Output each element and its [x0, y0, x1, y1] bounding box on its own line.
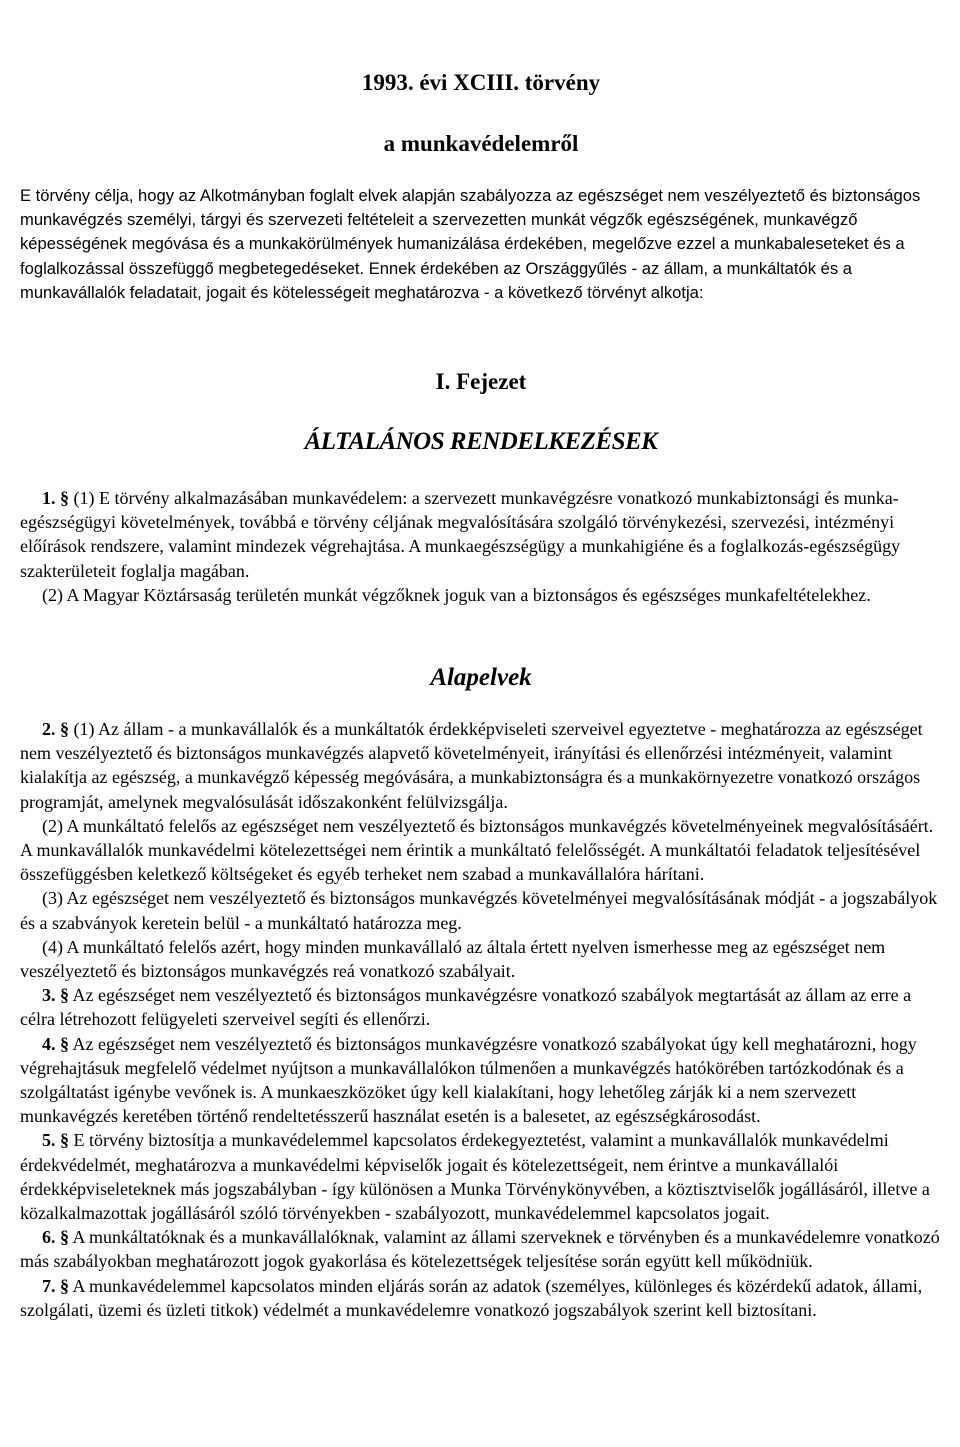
section-6-text: A munkáltatóknak és a munkavállalóknak, valamint az állami szerveknek e törvényben és a munkavédelemre vonatkozó más szabályokban meghatározott jogok gyakorlása és kötelezettségek teljesítése során együtt kell működniük. [20, 1227, 940, 1272]
section-7-number: 7. [42, 1275, 56, 1296]
document-title: 1993. évi XCIII. törvény [361, 70, 601, 95]
section-heading-alapelvek: Alapelvek [430, 664, 532, 691]
sections-body [20, 717, 942, 1322]
section-sign: § [60, 1130, 69, 1151]
chapter-title: ÁLTALÁNOS RENDELKEZÉSEK [304, 428, 658, 455]
section-sign: § [60, 719, 69, 739]
section-2-paragraph-1 [20, 717, 942, 814]
section-1 [20, 486, 942, 607]
section-2-paragraph-3: (3) Az egészséget nem veszélyeztető és biztonságos munkavégzés követelményei megvalósításának módját - a jogszabályok és a szabványok keretein belül - a munkáltató határozza meg. [20, 888, 938, 933]
section-1-text-1: (1) E törvény alkalmazásában munkavédelem: a szervezett munkavégzésre vonatkozó munkabiztonsági és munka-egészségügyi követelmények, továbbá e törvény céljának megvalósítására szolgáló törvénykezési, szervezési, intézményi előírások rendszere, valamint mindezek végrehajtása. A munkaegészségügy a munkahigiéne és a foglalkozás-egészségügy szakterületeit foglalja magában. [20, 488, 901, 581]
section-2-number: 2. [42, 719, 56, 739]
section-6-number: 6. [42, 1227, 56, 1248]
section-7-text: A munkavédelemmel kapcsolatos minden eljárás során az adatok (személyes, különleges és közérdekű adatok, állami, szolgálati, üzemi és üzleti titkok) védelmét a munkavédelemre vonatkozó jogszabályok szerint kell biztosítani. [20, 1275, 923, 1320]
section-5-paragraph [20, 1128, 942, 1225]
section-7-paragraph [20, 1274, 942, 1322]
section-3-number: 3. [42, 985, 56, 1006]
section-2-paragraph-4: (4) A munkáltató felelős azért, hogy minden munkavállaló az általa értett nyelven ismerhesse meg az egészséget nem veszélyeztető és biztonságos munkavégzés reá vonatkozó szabályait. [20, 936, 886, 982]
document-subtitle: a munkavédelemről [383, 131, 579, 156]
section-sign: § [60, 985, 69, 1006]
section-2-paragraph-2: (2) A munkáltató felelős az egészséget nem veszélyeztető és biztonságos munkavégzés követelményeinek megvalósításáért. A munkavállalók munkavédelmi kötelezettségei nem érintik a munkáltató felelősségét. A munkáltatói feladatok teljesítésével összefüggésben keletkező költségeket és egyéb terheket nem szabad a munkavállalóra hárítani. [20, 815, 934, 885]
section-sign: § [60, 1033, 69, 1054]
section-5-number: 5. [42, 1130, 56, 1151]
chapter-number: I. Fejezet [435, 369, 527, 394]
section-2-text-1: (1) Az állam - a munkavállalók és a munkáltatók érdekképviseleti szerveivel egyeztetve - meghatározza az egészséget nem veszélyeztető és biztonságos munkavégzés alapvető követelményeit, irányítási és ellenőrzési intézményeit, valamint kialakítja az egészség, a munkavégző képesség megóvására, a munkabiztonságra és a munkakörnyezetre vonatkozó országos programját, amelynek megvalósulását időszakonként felülvizsgálja. [20, 719, 923, 812]
section-4-text: Az egészséget nem veszélyeztető és biztonságos munkavégzésre vonatkozó szabályokat úgy kell meghatározni, hogy végrehajtásuk megfelelő védelmet nyújtson a munkavállalókon túlmenően a munkavégzés hatókörében tartózkodónak és a szolgáltatást igénybe vevőnek is. A munkaeszközöket úgy kell kialakítani, hogy lehetőleg zárják ki a nem szervezett munkavégzés keretében történő rendeltetésszerű használat esetén is a balesetet, az egészségkárosodást. [20, 1033, 917, 1127]
section-4-number: 4. [42, 1033, 56, 1054]
section-1-paragraph-2: (2) A Magyar Köztársaság területén munkát végzőknek joguk van a biztonságos és egészséges munkafeltételekhez. [42, 584, 871, 605]
section-sign: § [60, 1227, 69, 1248]
section-3-text: Az egészséget nem veszélyeztető és biztonságos munkavégzésre vonatkozó szabályok megtartását az állam az erre a célra létrehozott felügyeleti szerveivel segíti és ellenőrzi. [20, 985, 912, 1030]
section-sign: § [60, 1275, 69, 1296]
section-3-paragraph [20, 983, 942, 1031]
section-6-paragraph [20, 1225, 942, 1273]
section-sign: § [60, 488, 69, 508]
section-4-paragraph [20, 1032, 942, 1129]
section-1-paragraph-1 [20, 486, 942, 583]
preamble-paragraph: E törvény célja, hogy az Alkotmányban foglalt elvek alapján szabályozza az egészséget nem veszélyeztető és biztonságos munkavégzés személyi, tárgyi és szervezeti feltételeit a szervezetten munkát végzők egészségének, munkavégző képességének megóvása és a munkakörülmények humanizálása érdekében, megelőzve ezzel a munkabaleseteket és a foglalkozással összefüggő megbetegedéseket. Ennek érdekében az Országgyűlés - az állam, a munkáltatók és a munkavállalók feladatait, jogait és kötelességeit meghatározva - a következő törvényt alkotja: [20, 186, 921, 302]
section-1-number: 1. [42, 488, 56, 508]
section-5-text: E törvény biztosítja a munkavédelemmel kapcsolatos érdekegyeztetést, valamint a munkavállalók munkavédelmi érdekvédelmét, meghatározva a munkavédelmi képviselők jogait és kötelezettségeit, nem érintve a munkavállalói érdekképviseleteknek más jogszabályban - így különösen a Munka Törvénykönyvében, a köztisztviselők jogállásáról, illetve a közalkalmazottak jogállásáról szóló törvényekben - szabályozott, munkavédelemmel kapcsolatos jogait. [20, 1130, 930, 1224]
